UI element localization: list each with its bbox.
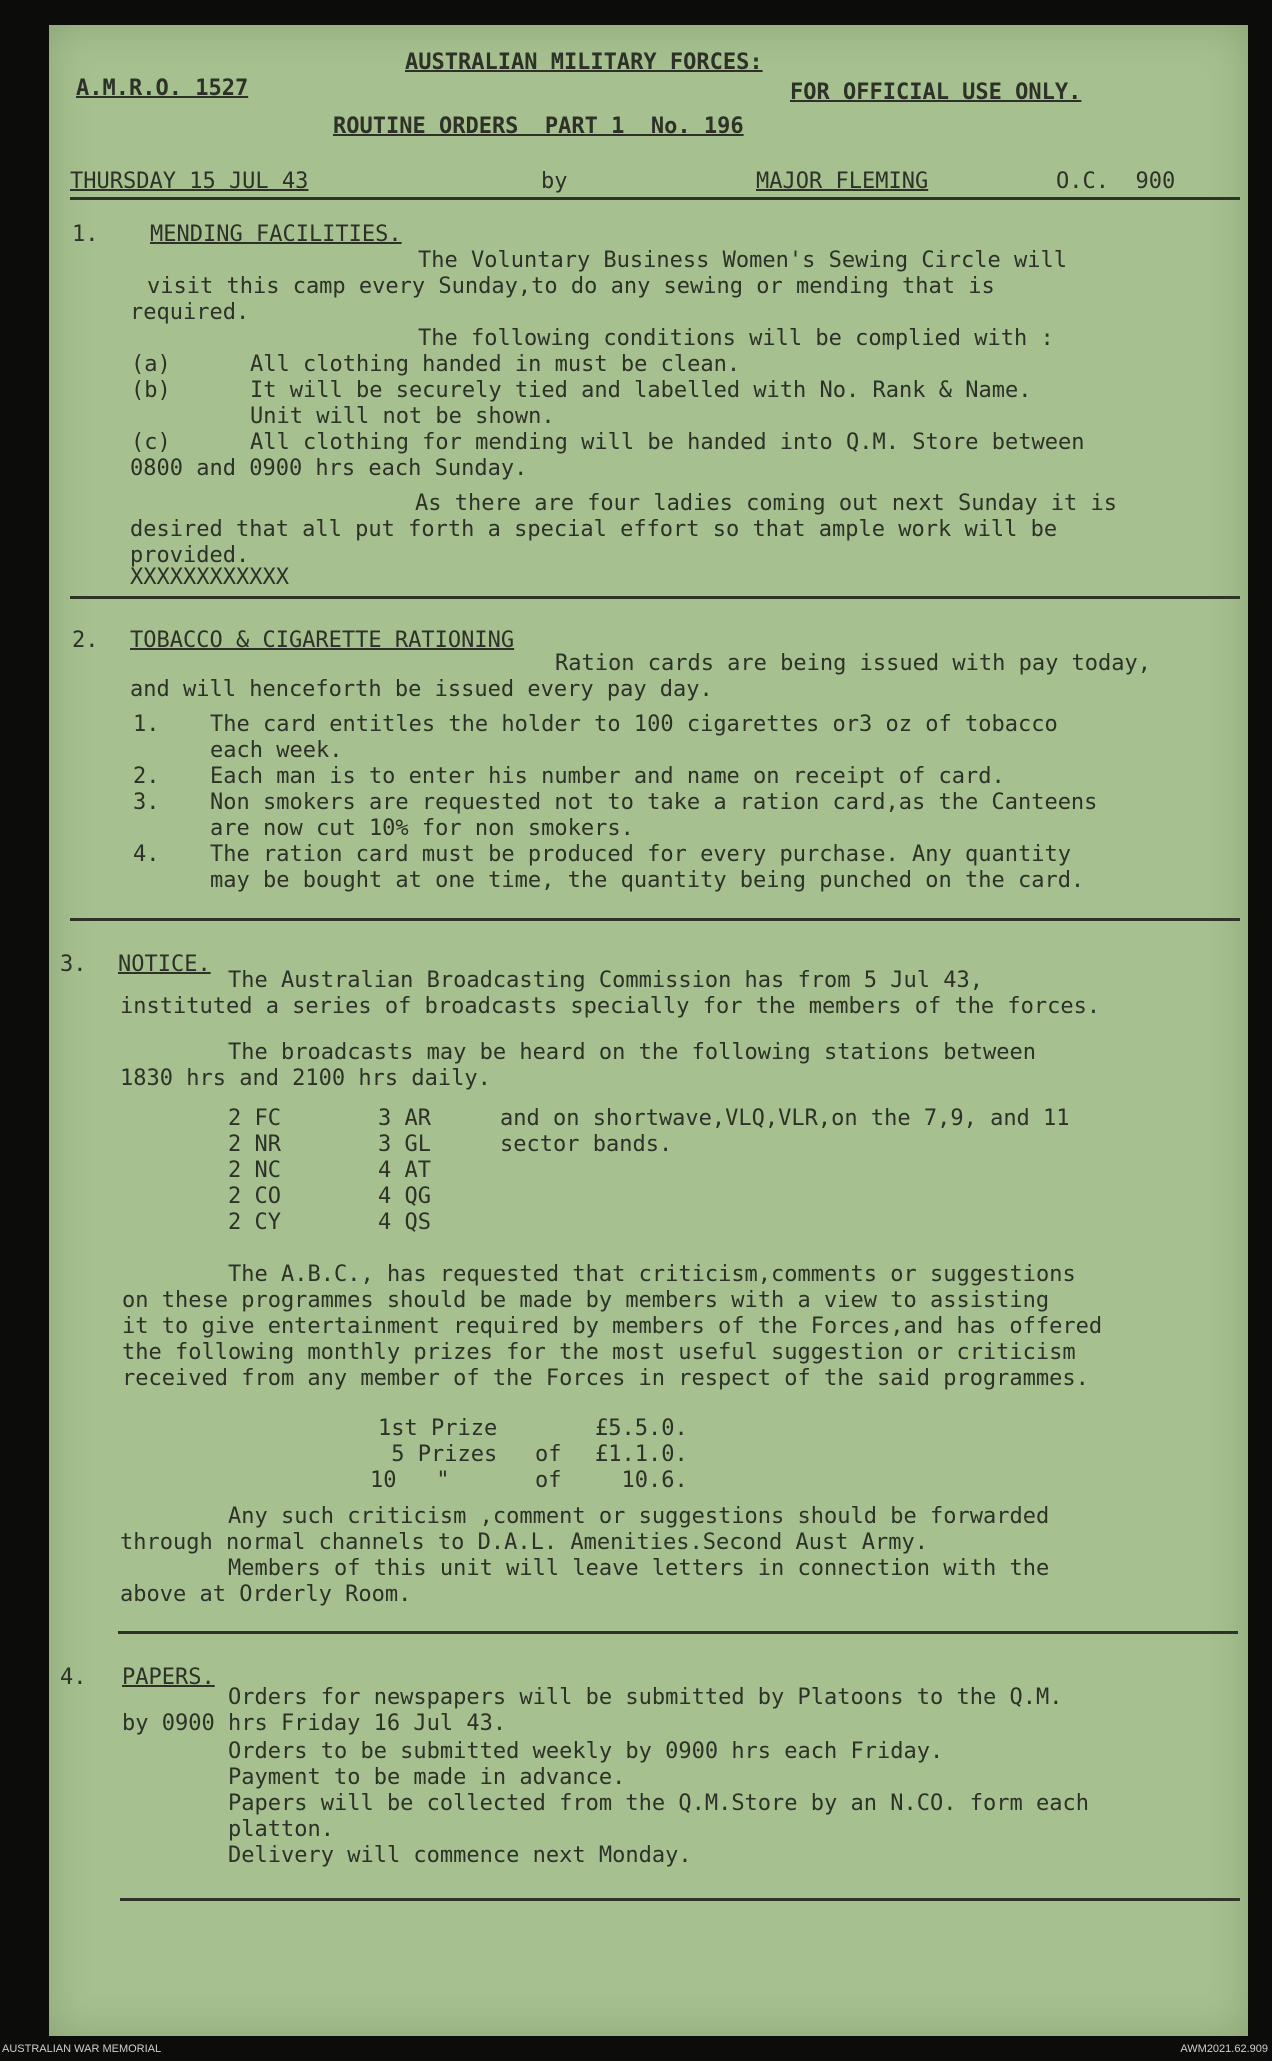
text-line: the following monthly prizes for the most useful suggestion or criticism (122, 1340, 1076, 1365)
text-line: and on shortwave,VLQ,VLR,on the 7,9, and 11 (500, 1106, 1070, 1131)
section-number: 4. (60, 1665, 87, 1690)
station-call-sign: 2 CO (228, 1184, 281, 1209)
reference-number: A.M.R.O. 1527 (76, 76, 249, 101)
station-call-sign: 3 GL (378, 1132, 431, 1157)
text-line: The Voluntary Business Women's Sewing Circle will (418, 248, 1068, 273)
prize-amount: 10.6. (595, 1468, 688, 1493)
text-line: required. (130, 300, 250, 325)
item-marker: 4. (133, 842, 160, 867)
text-line: platton. (228, 1817, 334, 1842)
text-line: The following conditions will be complied with : (418, 326, 1054, 351)
footer-credit: AUSTRALIAN WAR MEMORIAL (2, 2043, 162, 2055)
text-line: on these programmes should be made by members with a view to assisting (122, 1288, 1050, 1313)
text-line: Orders to be submitted weekly by 0900 hrs each Friday. (228, 1739, 944, 1764)
text-line: and will henceforth be issued every pay day. (130, 677, 713, 702)
text-line: Each man is to enter his number and name on receipt of card. (210, 764, 1005, 789)
classification: FOR OFFICIAL USE ONLY. (790, 80, 1082, 105)
divider (118, 1631, 1238, 1634)
text-line: it to give entertainment required by members of the Forces,and has offered (122, 1314, 1103, 1339)
text-line: All clothing for mending will be handed into Q.M. Store between (250, 430, 1085, 455)
prize-amount: £5.5.0. (595, 1416, 688, 1441)
order-date: THURSDAY 15 JUL 43 (70, 169, 309, 194)
section-number: 3. (60, 952, 87, 977)
text-line: 0800 and 0900 hrs each Sunday. (130, 456, 528, 481)
text-line: desired that all put forth a special effort so that ample work will be (130, 517, 1058, 542)
text-line: Payment to be made in advance. (228, 1765, 626, 1790)
text-line: visit this camp every Sunday,to do any sewing or mending that is (147, 274, 995, 299)
text-line: Orders for newspapers will be submitted by Platoons to the Q.M. (228, 1685, 1063, 1710)
divider (70, 596, 1240, 599)
text-line: provided. (130, 543, 250, 568)
station-call-sign: 3 AR (378, 1106, 431, 1131)
item-marker: (a) (131, 352, 171, 377)
text-line: above at Orderly Room. (120, 1582, 412, 1607)
text-line: by 0900 hrs Friday 16 Jul 43. (122, 1711, 507, 1736)
text-line: Members of this unit will leave letters in connection with the (228, 1556, 1050, 1581)
text-line: each week. (210, 738, 343, 763)
section-heading: PAPERS. (122, 1665, 215, 1690)
text-line: Delivery will commence next Monday. (228, 1843, 692, 1868)
station-call-sign: 2 CY (228, 1210, 281, 1235)
orders-title: ROUTINE ORDERS PART 1 No. 196 (333, 114, 744, 139)
item-marker: 3. (133, 790, 160, 815)
item-marker: 2. (133, 764, 160, 789)
divider (120, 1898, 1240, 1901)
strike-out-text: XXXXXXXXXXXX (130, 565, 289, 590)
officer-name: MAJOR FLEMING (756, 169, 929, 194)
text-line: The card entitles the holder to 100 cigarettes or3 oz of tobacco (210, 712, 1058, 737)
text-line: instituted a series of broadcasts specially for the members of the forces. (120, 994, 1101, 1019)
text-line: The broadcasts may be heard on the following stations between (228, 1040, 1036, 1065)
item-marker: 1. (133, 712, 160, 737)
text-line: All clothing handed in must be clean. (250, 352, 741, 377)
station-call-sign: 4 QG (378, 1184, 431, 1209)
prize-label: 5 Prizes (378, 1442, 498, 1467)
text-line: The ration card must be produced for every purchase. Any quantity (210, 842, 1071, 867)
text-line: It will be securely tied and labelled with No. Rank & Name. (250, 378, 1032, 403)
station-call-sign: 2 FC (228, 1106, 281, 1131)
divider (70, 197, 1240, 200)
text-line: The A.B.C., has requested that criticism,comments or suggestions (228, 1262, 1076, 1287)
item-marker: (b) (131, 378, 171, 403)
item-marker: (c) (131, 430, 171, 455)
text-line: may be bought at one time, the quantity being punched on the card. (210, 868, 1085, 893)
section-heading: TOBACCO & CIGARETTE RATIONING (130, 628, 515, 653)
text-line: are now cut 10% for non smokers. (210, 816, 634, 841)
section-number: 1. (72, 222, 99, 247)
text-line: The Australian Broadcasting Commission has from 5 Jul 43, (228, 968, 983, 993)
text-line: Papers will be collected from the Q.M.Store by an N.CO. form each (228, 1791, 1089, 1816)
station-call-sign: 4 QS (378, 1210, 431, 1235)
text-line: through normal channels to D.A.L. Amenities.Second Aust Army. (120, 1530, 928, 1555)
oc-label: O.C. 900 (1056, 169, 1176, 194)
divider (70, 918, 1240, 921)
footer-catalogue-id: AWM2021.62.909 (1180, 2043, 1268, 2055)
text-line: Ration cards are being issued with pay today, (555, 651, 1152, 676)
prize-amount: £1.1.0. (595, 1442, 688, 1467)
text-line: Unit will not be shown. (250, 404, 555, 429)
text-line: Any such criticism ,comment or suggestions should be forwarded (228, 1504, 1050, 1529)
section-heading: NOTICE. (118, 952, 211, 977)
section-heading: MENDING FACILITIES. (150, 222, 402, 247)
text-line: sector bands. (500, 1132, 673, 1157)
org-heading: AUSTRALIAN MILITARY FORCES: (405, 50, 763, 75)
station-call-sign: 4 AT (378, 1158, 431, 1183)
text-line: 1830 hrs and 2100 hrs daily. (120, 1066, 491, 1091)
text-line: received from any member of the Forces in respect of the said programmes. (122, 1366, 1089, 1391)
prize-of: of (535, 1468, 562, 1493)
station-call-sign: 2 NC (228, 1158, 281, 1183)
text-line: Non smokers are requested not to take a ration card,as the Canteens (210, 790, 1098, 815)
section-number: 2. (72, 628, 99, 653)
station-call-sign: 2 NR (228, 1132, 281, 1157)
prize-label: 10 " (370, 1468, 450, 1493)
text-line: As there are four ladies coming out next Sunday it is (415, 491, 1117, 516)
prize-label: 1st Prize (378, 1416, 498, 1441)
by-label: by (541, 169, 568, 194)
prize-of: of (535, 1442, 562, 1467)
